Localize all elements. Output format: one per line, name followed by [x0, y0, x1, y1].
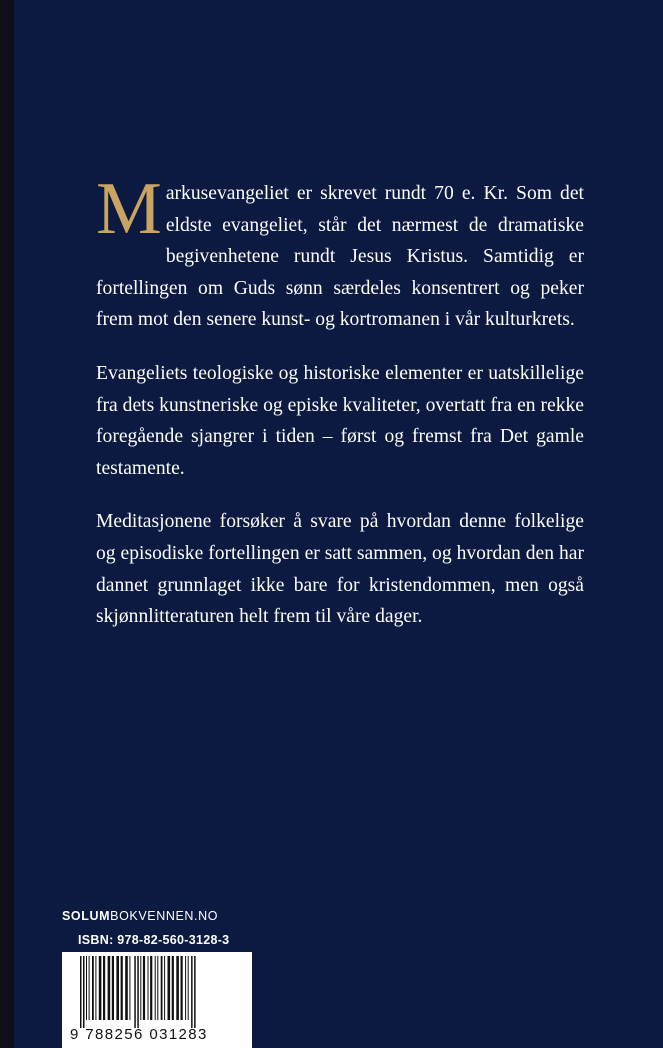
barcode-bar: [108, 956, 111, 1020]
barcode-bar: [143, 956, 145, 1020]
barcode-bar: [161, 956, 163, 1020]
barcode-bar: [140, 956, 141, 1020]
barcode-bar: [157, 956, 158, 1020]
barcode-bar: [168, 956, 171, 1020]
barcode-bar: [116, 956, 119, 1020]
blurb-paragraph-1-text: arkusevangeliet er skrevet rundt 70 e. Kr. Som det eldste evangeliet, står det nærmest de dramatiske begivenhetene rundt Jesus Kristus. Samtidig er fortellingen om Guds sønn særdeles konsentrert og peker frem mot den senere kunst- og kortromanen i vår kulturkrets.: [96, 183, 584, 331]
barcode-bar: [80, 956, 82, 1028]
publisher-domain: BOKVENNEN.NO: [110, 909, 219, 923]
barcode-bar: [194, 956, 196, 1028]
barcode-bar: [129, 956, 130, 1020]
barcode-bar: [185, 956, 186, 1020]
barcode-bar: [125, 956, 128, 1020]
barcode-bar: [86, 956, 87, 1020]
back-cover-blurb: [96, 168, 584, 655]
blurb-paragraph-2: Evangeliets teologiske og historiske elementer er uatskillelige fra dets kunstneriske og episke kvaliteter, overtatt fra en rekke foregående sjangrer i tiden – først og fremst fra Det gamle testamente.: [96, 362, 584, 479]
publisher-name: SOLUM: [62, 909, 111, 923]
blurb-paragraph-1: [96, 168, 584, 336]
spine-edge: [0, 0, 14, 1048]
barcode-bar: [176, 956, 179, 1020]
barcode-bar: [103, 956, 105, 1020]
barcode-bar: [137, 956, 139, 1028]
barcode: [62, 952, 252, 1048]
barcode-bar: [121, 956, 123, 1020]
barcode-bar: [188, 956, 189, 1020]
blurb-paragraph-3: Meditasjonene forsøker å svare på hvordan denne folkelige og episodiske fortellingen er satt sammen, og hvordan den har dannet grunnlaget ikke bare for kristendommen, men også skjønnlitteraturen helt frem til våre dager.: [96, 511, 584, 628]
barcode-bar: [155, 956, 156, 1020]
barcode-bar: [92, 956, 94, 1020]
barcode-bar: [99, 956, 102, 1020]
barcode-bar: [95, 956, 96, 1020]
barcode-bar: [191, 956, 193, 1028]
barcode-bar: [172, 956, 174, 1020]
publisher-url[interactable]: [62, 909, 218, 923]
barcode-bar: [134, 956, 136, 1028]
barcode-bar: [164, 956, 165, 1020]
barcode-digits: 9 788256 031283: [70, 1026, 208, 1043]
barcode-bar: [89, 956, 90, 1020]
barcode-bar: [112, 956, 114, 1020]
barcode-bar: [83, 956, 85, 1028]
isbn-label: ISBN: 978-82-560-3128-3: [78, 933, 230, 947]
barcode-bar: [148, 956, 149, 1020]
barcode-bar: [150, 956, 152, 1020]
barcode-bar: [181, 956, 183, 1020]
drop-cap: M: [96, 168, 162, 250]
